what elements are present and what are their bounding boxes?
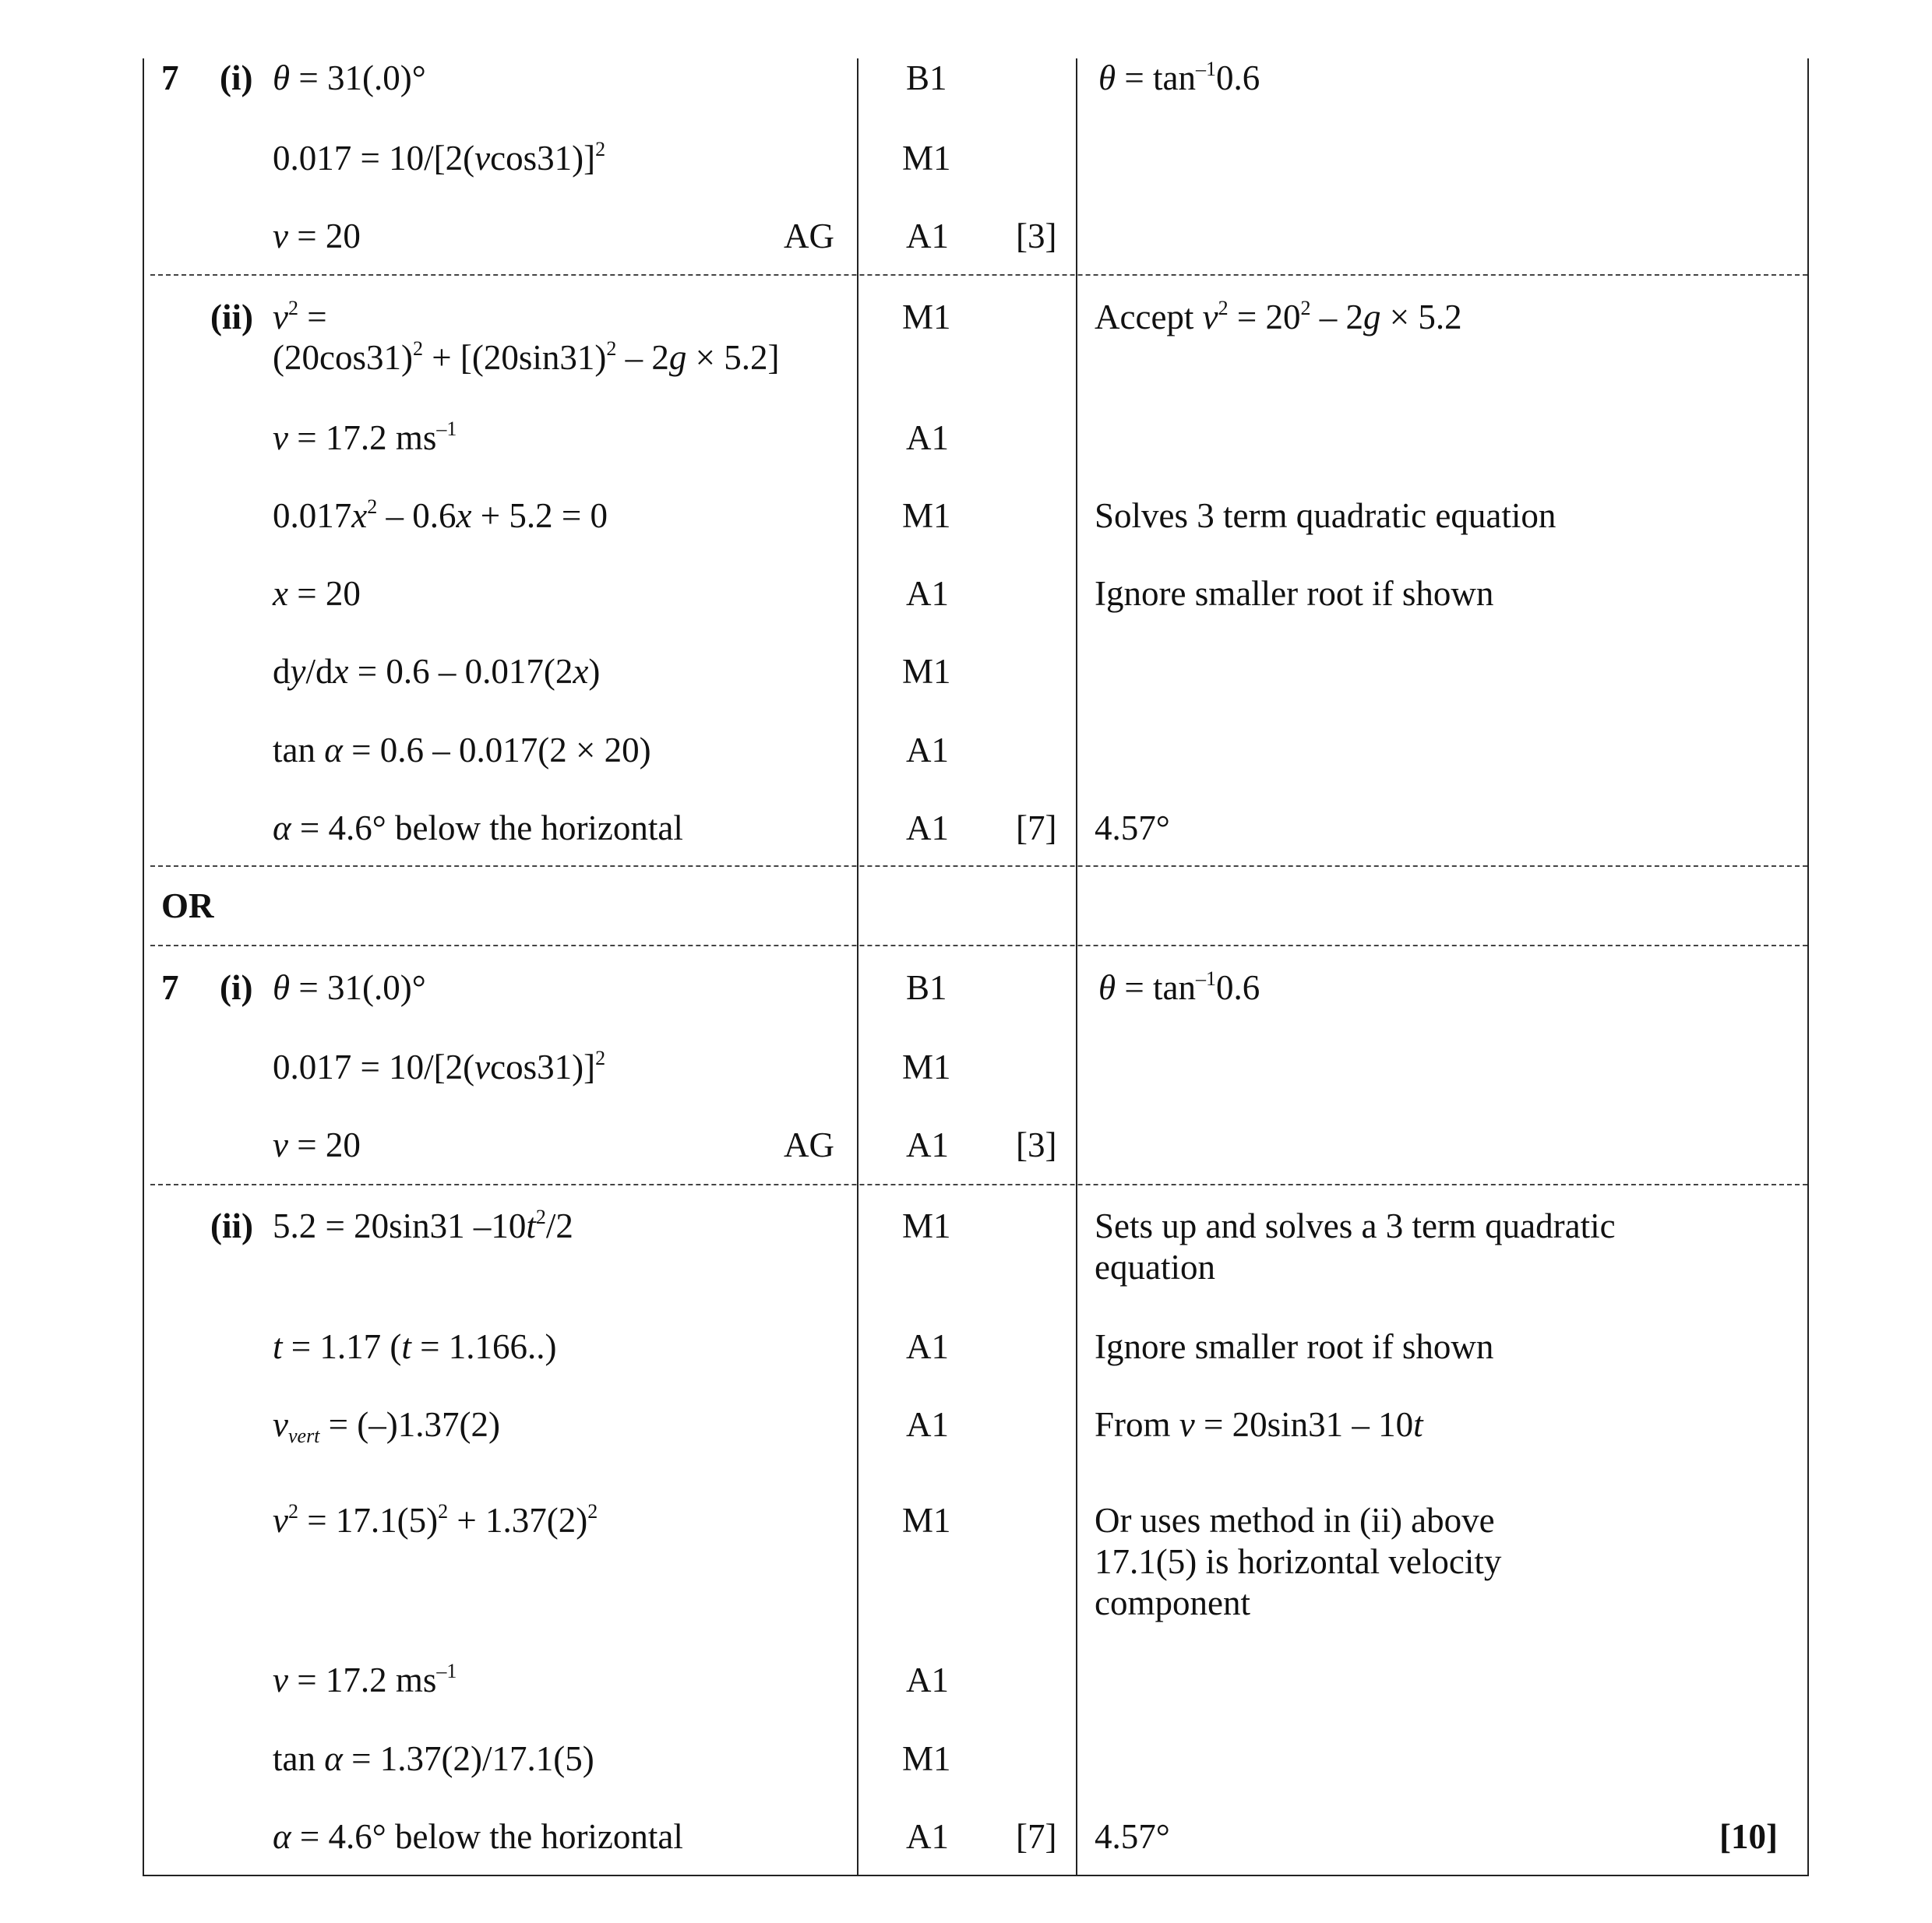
part-label-i: (i) (220, 58, 253, 97)
row-divider (150, 1184, 1807, 1185)
mark-code: B1 (906, 58, 947, 97)
guidance-note: Solves 3 term quadratic equation (1095, 496, 1557, 535)
answer-equation: t = 1.17 (t = 1.166..) (273, 1327, 557, 1366)
question-number: 7 (161, 968, 179, 1007)
answer-equation: $(20\cos 31)^2 + [(20\sin 31)^2 - 2g \times 5.2]$ (273, 337, 780, 377)
part-label-ii: (ii) (210, 1206, 253, 1245)
mark-code: A1 (906, 1125, 949, 1164)
answer-result: v = 20 (273, 1125, 361, 1164)
answer-given-tag: AG (784, 217, 834, 255)
answer-equation: x = 20 (273, 574, 361, 613)
mark-code: M1 (902, 496, 951, 535)
answer-theta: θ = 31(.0)° (273, 968, 426, 1007)
part-total: [7] (1016, 1817, 1057, 1856)
answer-equation: α = 4.6° below the horizontal (273, 1817, 683, 1856)
guidance-note: component (1095, 1583, 1250, 1622)
answer-equation: $0.017 = 10/[2(vcos31)]^2$ (273, 138, 606, 178)
answer-column-divider (857, 58, 858, 1875)
table-left-border (143, 58, 144, 1875)
answer-equation: tan α = 0.6 – 0.017(2 × 20) (273, 731, 651, 770)
guidance-note: Ignore smaller root if shown (1095, 574, 1494, 613)
guidance-note: Accept $v^2 = 20^2 - 2g \times 5.2$ (1095, 297, 1462, 336)
alternative-label: OR (161, 886, 214, 925)
guidance-note: equation (1095, 1248, 1215, 1287)
row-divider (150, 945, 1807, 946)
mark-code: A1 (906, 418, 949, 457)
mark-code: A1 (906, 808, 949, 847)
part-total: [3] (1016, 217, 1057, 255)
mark-code: M1 (902, 1048, 951, 1087)
mark-code: A1 (906, 1405, 949, 1444)
answer-equation: tan α = 1.37(2)/17.1(5) (273, 1739, 594, 1778)
answer-equation: v = 17.2 $ms^{-1}$ (273, 417, 457, 457)
guidance-note: $\theta = \tan^{-1}0.6$ (1098, 967, 1260, 1007)
row-divider (150, 865, 1807, 867)
row-divider (150, 274, 1807, 276)
guidance-note: From v = 20sin31 – 10t (1095, 1405, 1423, 1444)
answer-equation: 5.2 = 20sin31 $-10t^2/2$ (273, 1206, 573, 1245)
mark-code: M1 (902, 1739, 951, 1778)
guidance-note: $\theta = \tan^{-1}0.6$ (1098, 58, 1260, 97)
answer-equation: v = 17.2 $ms^{-1}$ (273, 1660, 457, 1699)
part-label-ii: (ii) (210, 298, 253, 336)
mark-code: M1 (902, 652, 951, 691)
answer-equation: $v^2$ = (273, 297, 327, 336)
answer-equation: $0.017x^2 - 0.6x + 5.2 = 0$ (273, 495, 608, 535)
guidance-note: 17.1(5) is horizontal velocity (1095, 1542, 1502, 1581)
answer-equation: $v_{vert} = (-)1.37(2)$ (273, 1405, 500, 1447)
part-total: [3] (1016, 1125, 1057, 1164)
answer-equation: dy/dx = 0.6 – 0.017(2x) (273, 652, 601, 691)
mark-code: A1 (906, 731, 949, 770)
table-bottom-border (143, 1875, 1809, 1876)
table-right-border (1807, 58, 1809, 1875)
mark-code: A1 (906, 217, 949, 255)
mark-code: M1 (902, 139, 951, 178)
answer-equation: $v^2 = 17.1(5)^2 + 1.37(2)^2$ (273, 1500, 598, 1540)
answer-theta: θ = 31(.0)° (273, 58, 426, 97)
mark-code: M1 (902, 1206, 951, 1245)
mark-code: A1 (906, 1661, 949, 1699)
mark-code: B1 (906, 968, 947, 1007)
guidance-note: Sets up and solves a 3 term quadratic (1095, 1206, 1616, 1245)
guidance-note: 4.57° (1095, 808, 1170, 847)
answer-given-tag: AG (784, 1125, 834, 1164)
marks-column-divider (1076, 58, 1077, 1875)
guidance-note: Ignore smaller root if shown (1095, 1327, 1494, 1366)
mark-code: A1 (906, 1817, 949, 1856)
answer-result: v = 20 (273, 217, 361, 255)
answer-equation: $0.017 = 10/[2(vcos31)]^2$ (273, 1047, 606, 1087)
question-number: 7 (161, 58, 179, 97)
mark-code: M1 (902, 298, 951, 336)
guidance-note: 4.57° (1095, 1817, 1170, 1856)
part-label-i: (i) (220, 968, 253, 1007)
question-total: [10] (1719, 1817, 1778, 1856)
mark-code: A1 (906, 574, 949, 613)
answer-equation: α = 4.6° below the horizontal (273, 808, 683, 847)
guidance-note: Or uses method in (ii) above (1095, 1501, 1495, 1540)
mark-code: A1 (906, 1327, 949, 1366)
mark-code: M1 (902, 1501, 951, 1540)
part-total: [7] (1016, 808, 1057, 847)
